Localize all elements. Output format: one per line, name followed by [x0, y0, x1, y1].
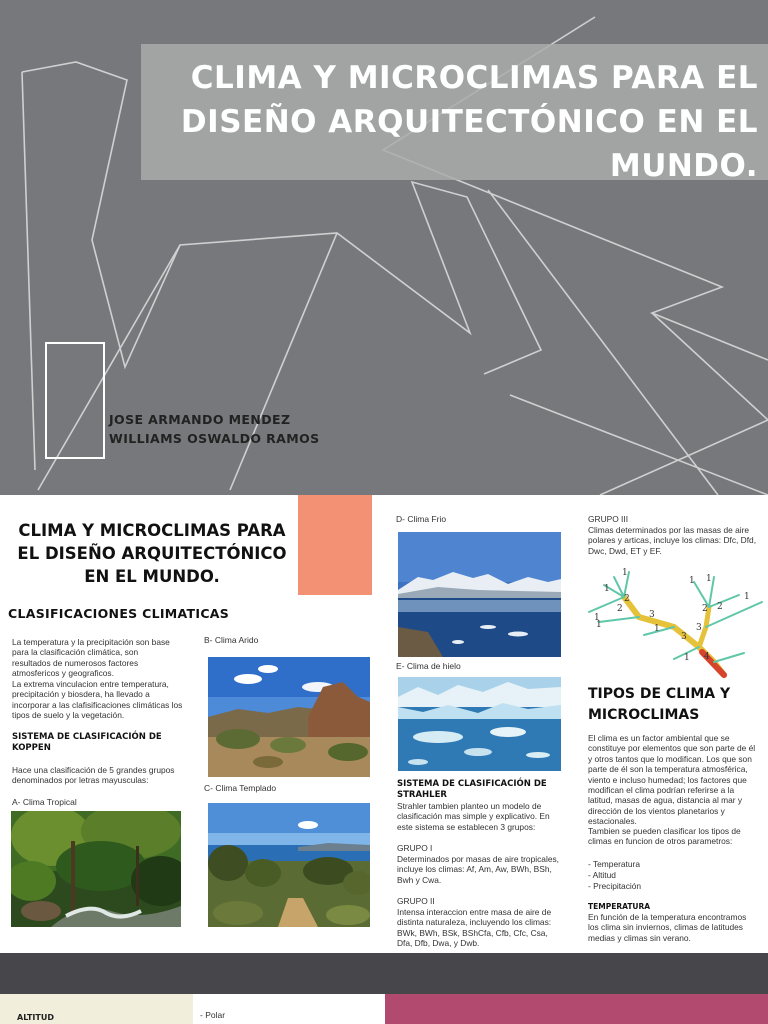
tree-label: 3	[649, 610, 655, 620]
koppen-heading: SISTEMA DE CLASIFICACIÓN DE KOPPEN	[12, 732, 162, 753]
clasificaciones-heading: CLASIFICACIONES CLIMATICAS	[8, 606, 230, 621]
grupo2-text: Intensa interaccion entre masa de aire de distinta naturaleza, incluyendo los climas: BWk, BWh, BSk, BShCfa, Cfb, Cfc, Csa, Dfa, Dfb, Dwa, y Dwb.	[397, 907, 552, 949]
authors	[109, 410, 320, 448]
stream-order-diagram	[584, 567, 764, 682]
tree-label: 2	[702, 604, 708, 614]
grupo1-text: Determinados por masas de aire tropicales, incluye los climas: Af, Am, Aw, BWh, BSh, Bwh y Cwa.	[397, 854, 559, 885]
tree-label: 1	[596, 620, 602, 630]
tree-label: 1	[594, 613, 600, 623]
temperatura-heading: TEMPERATURA	[588, 902, 651, 911]
grupo3-title: GRUPO III	[588, 514, 629, 524]
tree-label: 2	[717, 602, 723, 612]
cover-title-box	[141, 44, 768, 184]
photo-templado	[208, 803, 370, 927]
strahler-heading: SISTEMA DE CLASIFICACIÓN DE STRAHLER	[397, 779, 547, 800]
tipos-heading	[588, 684, 768, 726]
bottom-right-panel	[385, 994, 768, 1024]
params-text: Tambien se pueden clasificar los tipos de climas en funcion de otros parametros:	[588, 826, 741, 847]
cover-frame-rect	[45, 342, 105, 459]
tree-label: 4	[704, 652, 710, 662]
altitud-label: ALTITUD	[17, 1013, 54, 1022]
param-altitud: - Altitud	[588, 870, 616, 880]
tree-label: 1	[654, 624, 660, 634]
grupo2-title: GRUPO II	[397, 896, 435, 906]
temperatura-text: En función de la temperatura encontramos los clima sin inviernos, climas de latitudes medias y climas sin verano.	[588, 912, 747, 943]
caption-arido: B- Clima Arido	[204, 635, 259, 645]
grupo1-title: GRUPO I	[397, 843, 433, 853]
accent-block	[298, 495, 372, 595]
tree-label: 1	[622, 568, 628, 578]
grupo3-text: Climas determinados por las masas de aire polares y articas, incluye los climas: Dfc, Dfd, Dwc, Dwd, ET y EF.	[588, 525, 757, 556]
caption-hielo: E- Clima de hielo	[396, 661, 461, 671]
photo-hielo	[398, 677, 561, 771]
tree-label: 1	[604, 584, 610, 594]
author-1: JOSE ARMANDO MENDEZ	[109, 412, 291, 427]
param-precipitacion: - Precipitación	[588, 881, 642, 891]
tree-label: 1	[706, 574, 712, 584]
polar-label: - Polar	[200, 1010, 226, 1020]
tree-label: 1	[689, 576, 695, 586]
photo-frio	[398, 532, 561, 657]
cover-section	[0, 0, 768, 495]
tree-label: 2	[624, 594, 630, 604]
photo-arido	[208, 657, 370, 777]
param-temperatura: - Temperatura	[588, 859, 640, 869]
koppen-text: Hace una clasificación de 5 grandes grupos denominados por letras mayusculas:	[12, 765, 175, 786]
caption-frio: D- Clima Frio	[396, 514, 447, 524]
tree-label: 1	[684, 653, 690, 663]
photo-tropical	[11, 811, 181, 927]
tipos-text: El clima es un factor ambiental que se constituye por elementos que son parte de él y otros tantos que lo modifican. Los que son parte de él son la temperatura atmosférica, viento e incluso humedad; los factores que modifican el clima podrían referirse a la latitud, masas de agua, distancia al mar y dirección de los vientos planetarios y estacionales.	[588, 733, 756, 827]
strahler-text: Strahler tambien planteo un modelo de clasificación mas simple y explicativo. En este sistema se establecen 3 grupos:	[397, 801, 550, 832]
page-title: CLIMA Y MICROCLIMAS PARA EL DISEÑO ARQUITECTÓNICO EN EL MUNDO.	[17, 521, 287, 586]
cover-title: CLIMA Y MICROCLIMAS PARA EL DISEÑO ARQUITECTÓNICO EN EL MUNDO.	[180, 60, 758, 184]
tree-label: 2	[617, 604, 623, 614]
intro-text: La temperatura y la precipitación son base para la clasificación climática, son resultados de numerosos factores atmosfericos y geograficos.	[12, 637, 170, 679]
tree-label: 3	[681, 632, 687, 642]
footer-band	[0, 953, 768, 994]
content-page	[0, 495, 768, 953]
caption-templado: C- Clima Templado	[204, 783, 277, 793]
tree-label: 3	[696, 623, 702, 633]
tipos-heading-text: TIPOS DE CLIMA Y MICROCLIMAS	[588, 686, 731, 723]
tree-label: 1	[744, 592, 750, 602]
author-2: WILLIAMS OSWALDO RAMOS	[109, 431, 320, 446]
caption-tropical: A- Clima Tropical	[12, 797, 77, 807]
intro-text-2: La extrema vinculacion entre temperatura, precipitación y biosdera, ha llevado a incorporar a las clafisificaciones climáticas los tipos de suelo y la vegetación.	[12, 679, 183, 721]
